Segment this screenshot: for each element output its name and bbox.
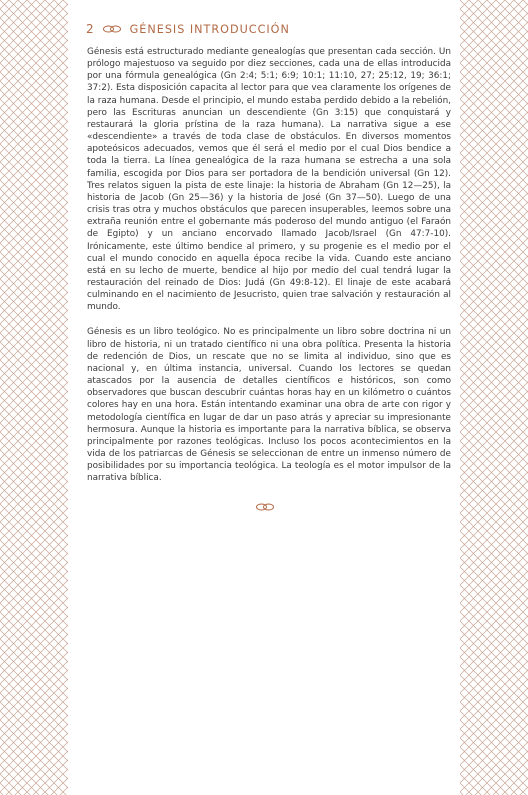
page-number: 2	[86, 22, 94, 36]
running-header-title: GÉNESIS INTRODUCCIÓN	[129, 22, 290, 36]
interlinked-rings-icon	[102, 24, 122, 34]
section-end-rings-icon	[255, 502, 275, 512]
running-header	[86, 20, 290, 38]
left-lattice-border	[0, 0, 68, 795]
body-text	[87, 46, 451, 484]
right-lattice-border	[460, 0, 528, 795]
paragraph-theology: Génesis es un libro teológico. No es principalmente un libro sobre doctrina ni un libro de historia, ni un tratado científico ni una obra política. Presenta la historia de redención de Dios, un rescate que no se limita al individuo, sino que es nacional y, en última instancia, universal. Cuando los lectores se quedan atascados por la ausencia de detalles científicos e históricos, son como observadores que buscan descubrir cuántas horas hay en un kilómetro o cuántos colores hay en una hora. Están intentando examinar una obra de arte con rigor y metodología científica en lugar de dar un paso atrás y apreciar su impresionante hermosura. Aunque la historia es importante para la narrativa bíblica, se observa principalmente por razones teológicas. Incluso los pocos acontecimientos en la vida de los patriarcas de Génesis se seleccionan de entre un inmenso número de posibilidades por su importancia teológica. La teología es el motor impulsor de la narrativa bíblica.	[87, 327, 451, 484]
paragraph-structure: Génesis está estructurado mediante genealogías que presentan cada sección. Un prólogo majestuoso va seguido por diez secciones, cada una de ellas introducida por una fórmula genealógica (Gn 2:4; 5:1; 6:9; 10:1; 11:10, 27; 25:12, 19; 36:1; 37:2). Esta disposición capacita al lector para que vea claramente los orígenes de la raza humana. Desde el principio, el mundo estaba perdido debido a la rebelión, pero las Escrituras anuncian un descendiente (Gn 3:15) que conquistará y restaurará la gloria prístina de la raza humana). La narrativa sigue a ese «descendiente» a través de toda clase de obstáculos. En diversos momentos apoteósicos adecuados, vemos que él será el medio por el cual Dios bendice a toda la tierra. La línea genealógica de la raza humana se estrecha a una sola familia, escogida por Dios para ser portadora de la bendición universal (Gn 12). Tres relatos siguen la pista de este linaje: la historia de Abraham (Gn 12—25), la historia de Jacob (Gn 25—36) y la historia de José (Gn 37—50). Luego de una crisis tras otra y muchos obstáculos que parecen insuperables, leemos sobre una extraña reunión entre el gobernante más poderoso del mundo antiguo (el Faraón de Egipto) y un anciano encorvado llamado Jacob/Israel (Gn 47:7-10). Irónicamente, este último bendice al primero, y su progenie es el medio por el cual el mundo conocido en aquella época recibe la vida. Cuando este anciano está en su lecho de muerte, bendice al hijo por medio del cual tendrá lugar la restauración del reinado de Dios: Judá (Gn 49:8-12). El linaje de este acabará culminando en el nacimiento de Jesucristo, quien trae salvación y restauración al mundo.	[87, 47, 451, 313]
